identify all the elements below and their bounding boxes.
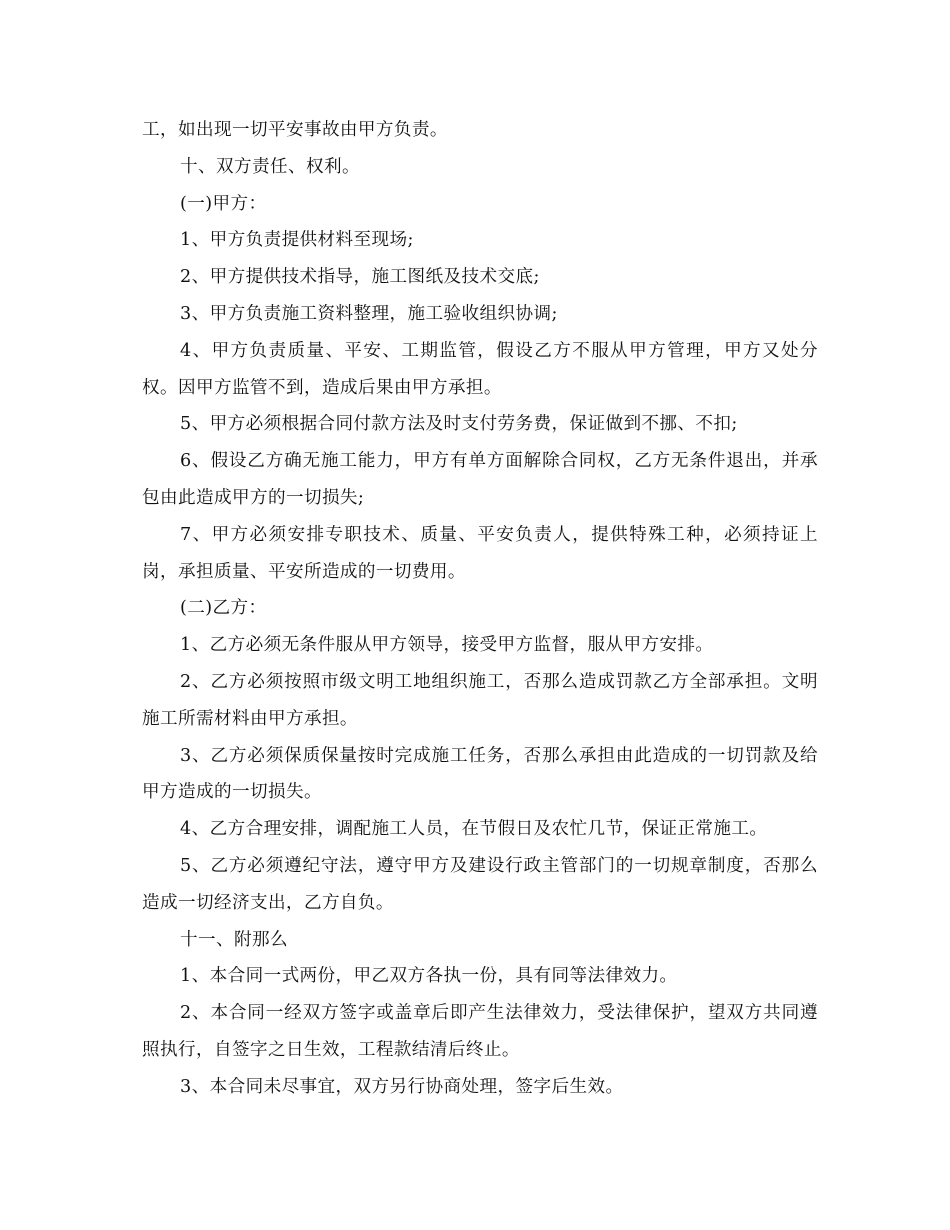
- party-a-clause-5: 5、甲方必须根据合同付款方法及时支付劳务费，保证做到不挪、不扣;: [180, 414, 738, 435]
- party-a-clause-6: 6、假设乙方确无施工能力，甲方有单方面解除合同权，乙方无条件退出，并承包由此造成甲方的一切损失;: [142, 451, 818, 508]
- paragraph-continuation: 工，如出现一切平安事故由甲方负责。: [142, 120, 448, 140]
- supplementary-clause-3: 3、本合同未尽事宜，双方另行协商处理，签字后生效。: [180, 1076, 624, 1097]
- party-a-clause-1: 1、甲方负责提供材料至现场;: [180, 230, 414, 251]
- party-b-clause-4: 4、乙方合理安排，调配施工人员，在节假日及农忙几节，保证正常施工。: [180, 819, 768, 840]
- party-b-clause-5: 5、乙方必须遵纪守法，遵守甲方及建设行政主管部门的一切规章制度，否那么造成一切经济支出，乙方自负。: [142, 855, 818, 913]
- supplementary-clause-2: 2、本合同一经双方签字或盖章后即产生法律效力，受法律保护，望双方共同遵照执行，自签字之日生效，工程款结清后终止。: [142, 1003, 818, 1060]
- party-b-clause-3: 3、乙方必须保质保量按时完成施工任务，否那么承担由此造成的一切罚款及给甲方造成的一切损失。: [142, 745, 818, 803]
- subsection-heading-party-a: (一)甲方：: [180, 193, 267, 214]
- party-b-clause-2: 2、乙方必须按照市级文明工地组织施工，否那么造成罚款乙方全部承担。文明施工所需材料由甲方承担。: [142, 671, 818, 729]
- party-a-clause-7: 7、甲方必须安排专职技术、质量、平安负责人，提供特殊工种，必须持证上岗，承担质量、平安所造成的一切费用。: [142, 524, 818, 582]
- party-b-clause-1: 1、乙方必须无条件服从甲方领导，接受甲方监督，服从甲方安排。: [180, 635, 714, 656]
- contract-text-body: [142, 112, 818, 1106]
- party-a-clause-4: 4、甲方负责质量、平安、工期监管，假设乙方不服从甲方管理，甲方又处分权。因甲方监管不到，造成后果由甲方承担。: [142, 340, 818, 398]
- section-heading-supplementary: 十一、附那么: [180, 929, 288, 950]
- party-a-clause-3: 3、甲方负责施工资料整理，施工验收组织协调;: [180, 303, 558, 324]
- section-heading-rights-responsibilities: 十、双方责任、权利。: [180, 156, 360, 177]
- subsection-heading-party-b: (二)乙方：: [180, 598, 267, 619]
- party-a-clause-2: 2、甲方提供技术指导，施工图纸及技术交底;: [180, 267, 540, 288]
- supplementary-clause-1: 1、本合同一式两份，甲乙双方各执一份，具有同等法律效力。: [180, 966, 678, 987]
